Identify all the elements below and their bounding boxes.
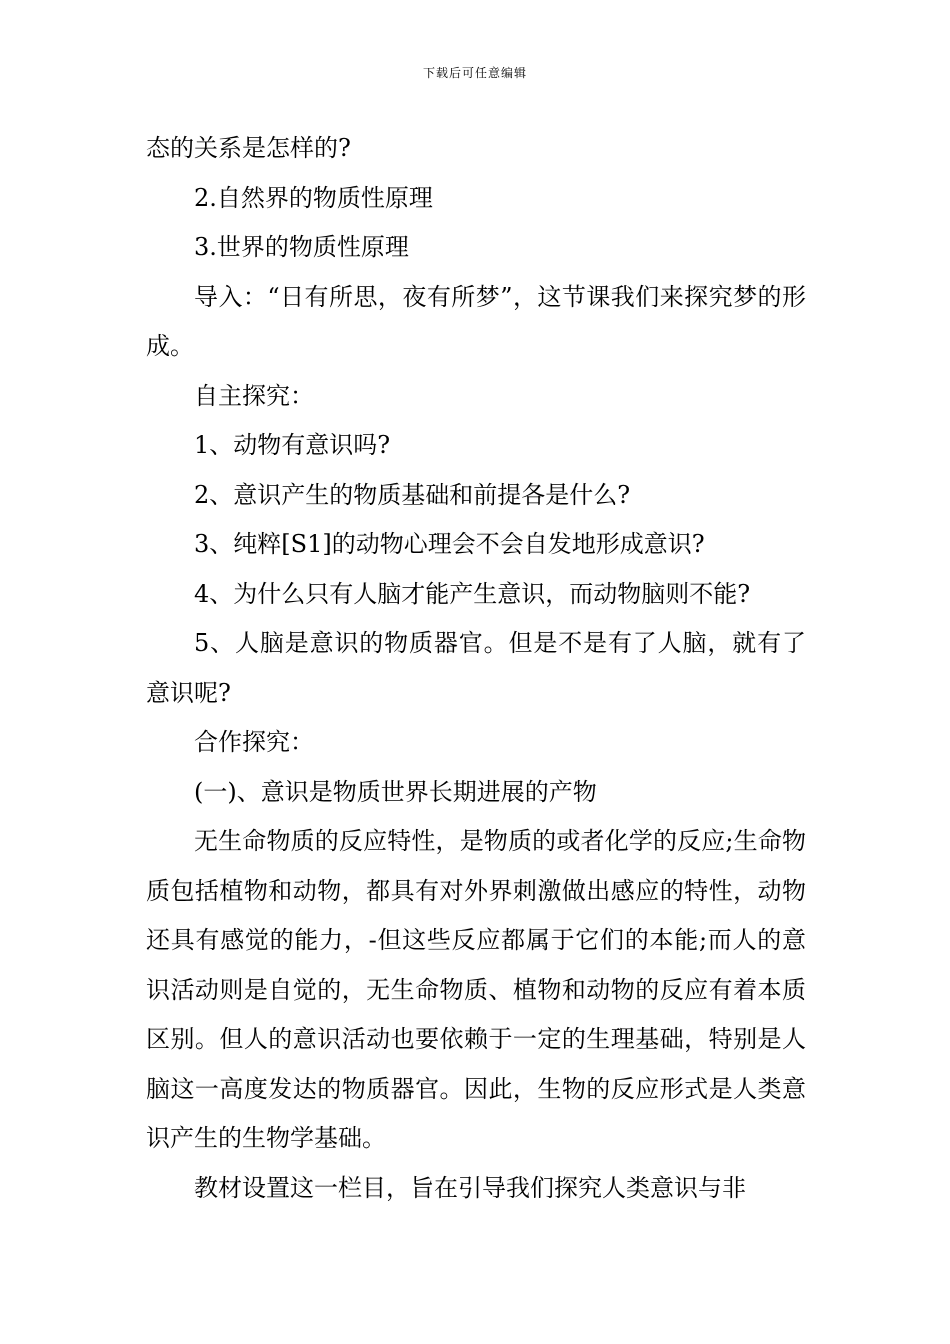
paragraph: 1、动物有意识吗?	[194, 431, 391, 459]
document-body	[146, 124, 806, 1213]
paragraph: 自主探究：	[194, 381, 314, 410]
paragraph: 态的关系是怎样的?	[146, 134, 351, 162]
page-header: 下载后可任意编辑	[422, 66, 527, 80]
paragraph: 教材设置这一栏目，旨在引导我们探究人类意识与非	[194, 1173, 746, 1202]
paragraph: 合作探究：	[194, 728, 314, 756]
paragraph: 2、意识产生的物质基础和前提各是什么?	[194, 480, 631, 509]
paragraph: 3、纯粹[S1]的动物心理会不会自发地形成意识?	[194, 530, 705, 558]
paragraph: 无生命物质的反应特性，是物质的或者化学的反应;生命物质包括植物和动物，都具有对外界刺激做出感应的特性，动物还具有感觉的能力，-但这些反应都属于它们的本能;而人的意识活动则是自觉的，无生命物质、植物和动物的反应有着本质区别。但人的意识活动也要依赖于一定的生理基础，特别是人脑这一高度发达的物质器官。因此，生物的反应形式是人类意识产生的生物学基础。	[146, 827, 806, 1152]
paragraph: 2.自然界的物质性原理	[194, 183, 433, 212]
paragraph: (一)、意识是物质世界长期进展的产物	[194, 777, 597, 806]
paragraph: 4、为什么只有人脑才能产生意识，而动物脑则不能?	[194, 579, 751, 608]
paragraph: 导入：“日有所思，夜有所梦”，这节课我们来探究梦的形成。	[146, 282, 806, 360]
paragraph: 3.世界的物质性原理	[194, 233, 409, 261]
paragraph: 5、人脑是意识的物质器官。但是不是有了人脑，就有了意识呢?	[146, 629, 806, 707]
